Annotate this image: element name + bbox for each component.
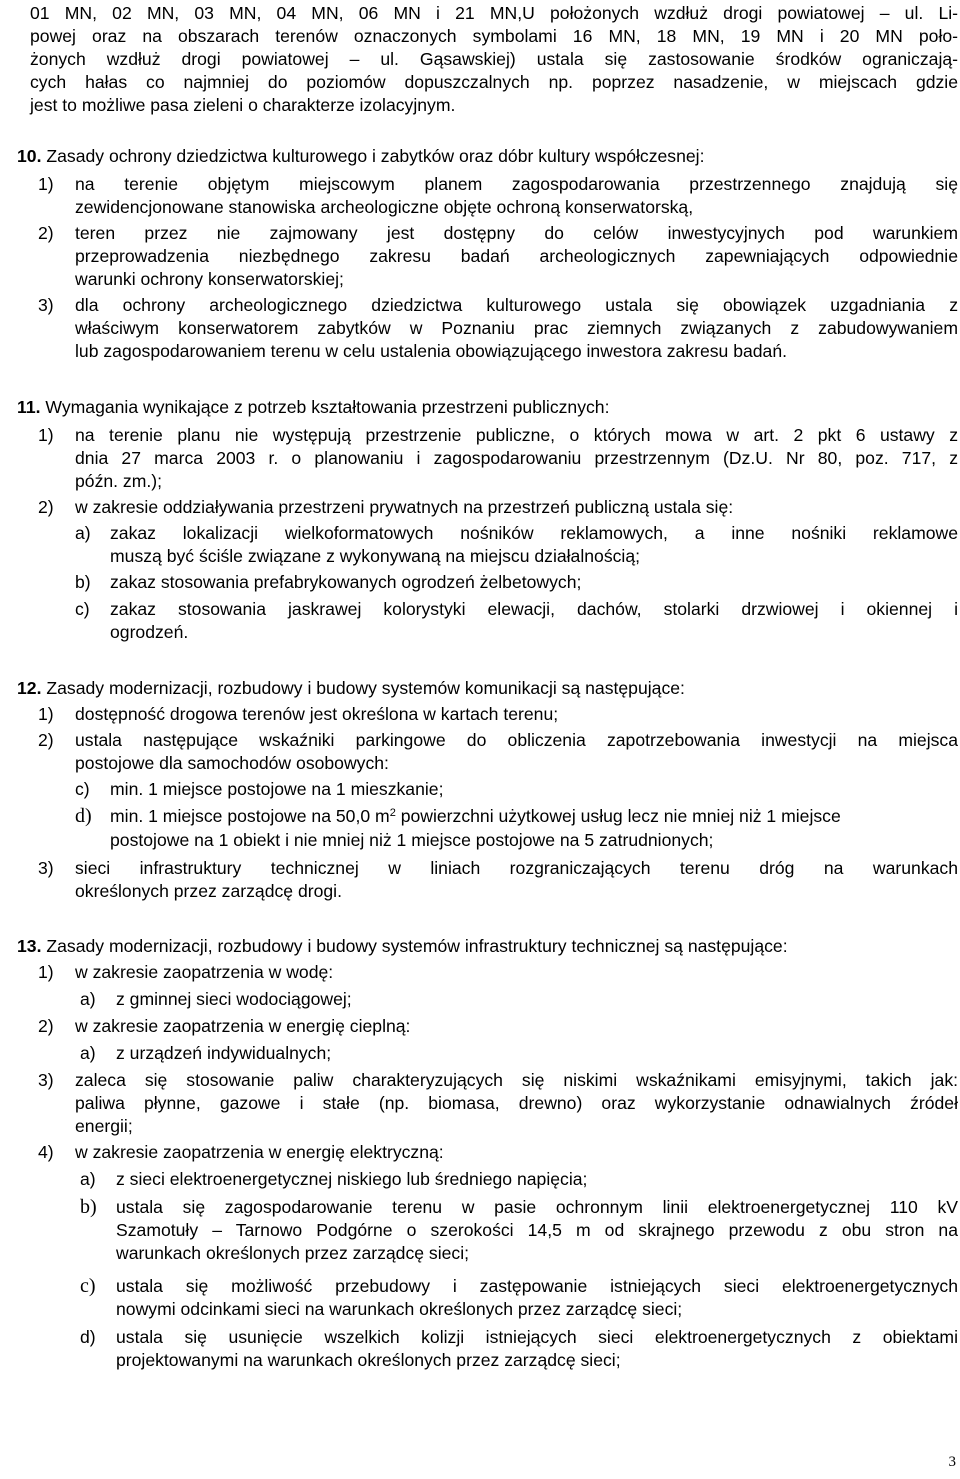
text-line: postojowe dla samochodów osobowych: [75, 753, 389, 773]
item-letter: a) [75, 523, 91, 543]
section-number: 13. [17, 936, 42, 956]
text-line: jest to możliwe pasa zieleni o charakterze izolacyjnym. [30, 95, 456, 115]
item-letter: c) [80, 1275, 96, 1297]
text-line: Szamotuły – Tarnowo Podgórne o szerokości 14,5 m od skrajnego przewodu z obu stron na [116, 1220, 958, 1240]
text-line: późn. zm.); [75, 471, 163, 491]
text-line: powej oraz na obszarach terenów oznaczonych symbolami 16 MN, 18 MN, 19 MN i 20 MN poło- [30, 26, 958, 46]
text-line: dostępność drogowa terenów jest określona w kartach terenu; [75, 704, 559, 724]
item-number: 1) [38, 174, 54, 194]
text-line: żonych wzdłuż drogi powiatowej – ul. Gąsawskiej) ustala się zastosowanie środków ograniczają- [30, 49, 958, 69]
item-letter: a) [80, 989, 96, 1009]
item-letter: d) [80, 1327, 96, 1347]
section-heading [17, 396, 609, 419]
item-number: 2) [38, 730, 54, 750]
section-heading [17, 677, 685, 700]
text-line: dnia 27 marca 2003 r. o planowaniu i zagospodarowaniu przestrzennym (Dz.U. Nr 80, poz. 717, z [75, 448, 958, 468]
section-heading [17, 935, 788, 958]
section-number: 11. [17, 397, 41, 417]
item-number: 4) [38, 1142, 54, 1162]
text-line: z sieci elektroenergetycznej niskiego lub średniego napięcia; [116, 1169, 588, 1189]
text-line: paliwa płynne, gazowe i stałe (np. biomasa, drewno) oraz wykorzystanie odnawialnych źródeł [75, 1093, 958, 1113]
item-letter: d) [75, 805, 92, 827]
text-line: zakaz stosowania prefabrykowanych ogrodzeń żelbetowych; [110, 572, 582, 592]
text-line: ustala się usunięcie wszelkich kolizji istniejących sieci elektroenergetycznych z obiektami [116, 1327, 958, 1347]
section-number: 12. [17, 678, 42, 698]
text-line: nowymi odcinkami sieci na warunkach określonych przez zarządcę sieci; [116, 1299, 683, 1319]
text-line: muszą być ściśle związane z wykonywaną na miejscu działalnością; [110, 546, 640, 566]
item-number: 3) [38, 1070, 54, 1090]
text-line: warunkach określonych przez zarządcę sieci; [116, 1243, 470, 1263]
item-number: 1) [38, 962, 54, 982]
text-line: przeprowadzenia niezbędnego zakresu badań archeologicznych zapewniających odpowiednie [75, 246, 958, 266]
text-line [110, 805, 841, 828]
item-letter: a) [80, 1169, 96, 1189]
item-number: 1) [38, 704, 54, 724]
text-line: w zakresie zaopatrzenia w energię cieplną: [75, 1016, 411, 1036]
section-number: 10. [17, 146, 42, 166]
text-line: zakaz lokalizacji wielkoformatowych nośników reklamowych, a inne nośniki reklamowe [110, 523, 958, 543]
text-line: ustala się zagospodarowanie terenu w pasie ochronnym linii elektroenergetycznej 110 kV [116, 1197, 958, 1217]
section-title: Zasady ochrony dziedzictwa kulturowego i zabytków oraz dóbr kultury współczesnej: [46, 146, 705, 166]
text-line: zaleca się stosowanie paliw charakteryzujących się niskimi wskaźnikami emisyjnymi, takich jak: [75, 1070, 958, 1090]
item-letter: a) [80, 1043, 96, 1063]
item-number: 2) [38, 223, 54, 243]
text-line: teren przez nie zajmowany jest dostępny do celów inwestycyjnych pod warunkiem [75, 223, 958, 243]
text-line: projektowanymi na warunkach określonych przez zarządcę sieci; [116, 1350, 621, 1370]
text-line: sieci infrastruktury technicznej w liniach rozgraniczających terenu dróg na warunkach [75, 858, 958, 878]
text-line: postojowe na 1 obiekt i nie mniej niż 1 miejsce postojowe na 5 zatrudnionych; [110, 830, 714, 850]
text-line: określonych przez zarządcę drogi. [75, 881, 342, 901]
text-line: cych hałas co najmniej do poziomów dopuszczalnych np. poprzez nasadzenie, w miejscach gdzie [30, 72, 958, 92]
item-letter: c) [75, 779, 90, 799]
text-line: ogrodzeń. [110, 622, 189, 642]
text-line: ustala następujące wskaźniki parkingowe do obliczenia zapotrzebowania inwestycji na miejsca [75, 730, 958, 750]
text-line: z urządzeń indywidualnych; [116, 1043, 332, 1063]
section-title: Zasady modernizacji, rozbudowy i budowy systemów komunikacji są następujące: [46, 678, 685, 698]
item-letter: b) [75, 572, 91, 592]
item-number: 2) [38, 497, 54, 517]
item-number: 1) [38, 425, 54, 445]
text-line: min. 1 miejsce postojowe na 1 mieszkanie; [110, 779, 444, 799]
text-line: lub zagospodarowaniem terenu w celu ustalenia obowiązującego inwestora zakresu badań. [75, 341, 788, 361]
text-line: w zakresie zaopatrzenia w wodę: [75, 962, 334, 982]
text-line: właściwym konserwatorem zabytków w Poznaniu prac ziemnych związanych z zabudowywaniem [75, 318, 958, 338]
section-heading [17, 145, 704, 168]
text-line: zewidencjonowane stanowiska archeologiczne objęte ochroną konserwatorską, [75, 197, 694, 217]
text-line: zakaz stosowania jaskrawej kolorystyki elewacji, dachów, stolarki drzwiowej i okiennej i [110, 599, 958, 619]
section-title: Wymagania wynikające z potrzeb kształtowania przestrzeni publicznych: [45, 397, 610, 417]
item-letter: b) [80, 1196, 97, 1218]
text-line: w zakresie zaopatrzenia w energię elektryczną: [75, 1142, 444, 1162]
text-line: energii; [75, 1116, 133, 1136]
text-fragment: powierzchni użytkowej usług lecz nie mniej niż 1 miejsce [395, 806, 841, 826]
item-number: 2) [38, 1016, 54, 1036]
item-number: 3) [38, 295, 54, 315]
text-line: ustala się możliwość przebudowy i zastępowanie istniejących sieci elektroenergetycznych [116, 1276, 958, 1296]
text-line: w zakresie oddziaływania przestrzeni prywatnych na przestrzeń publiczną ustala się: [75, 497, 734, 517]
text-line: na terenie objętym miejscowym planem zagospodarowania przestrzennego znajdują się [75, 174, 958, 194]
item-number: 3) [38, 858, 54, 878]
item-letter: c) [75, 599, 90, 619]
superscript: 2 [389, 807, 396, 819]
section-title: Zasady modernizacji, rozbudowy i budowy systemów infrastruktury technicznej są następujące: [46, 936, 788, 956]
text-line: warunki ochrony konserwatorskiej; [75, 269, 344, 289]
page-number: 3 [948, 1454, 956, 1470]
text-line: na terenie planu nie występują przestrzenie publiczne, o których mowa w art. 2 pkt 6 ustawy z [75, 425, 958, 445]
text-line: 01 MN, 02 MN, 03 MN, 04 MN, 06 MN i 21 MN,U położonych wzdłuż drogi powiatowej – ul. Li- [30, 3, 958, 23]
text-line: dla ochrony archeologicznego dziedzictwa kulturowego ustala się obowiązek uzgadniania z [75, 295, 958, 315]
text-fragment: min. 1 miejsce postojowe na 50,0 m [110, 806, 390, 826]
text-line: z gminnej sieci wodociągowej; [116, 989, 352, 1009]
